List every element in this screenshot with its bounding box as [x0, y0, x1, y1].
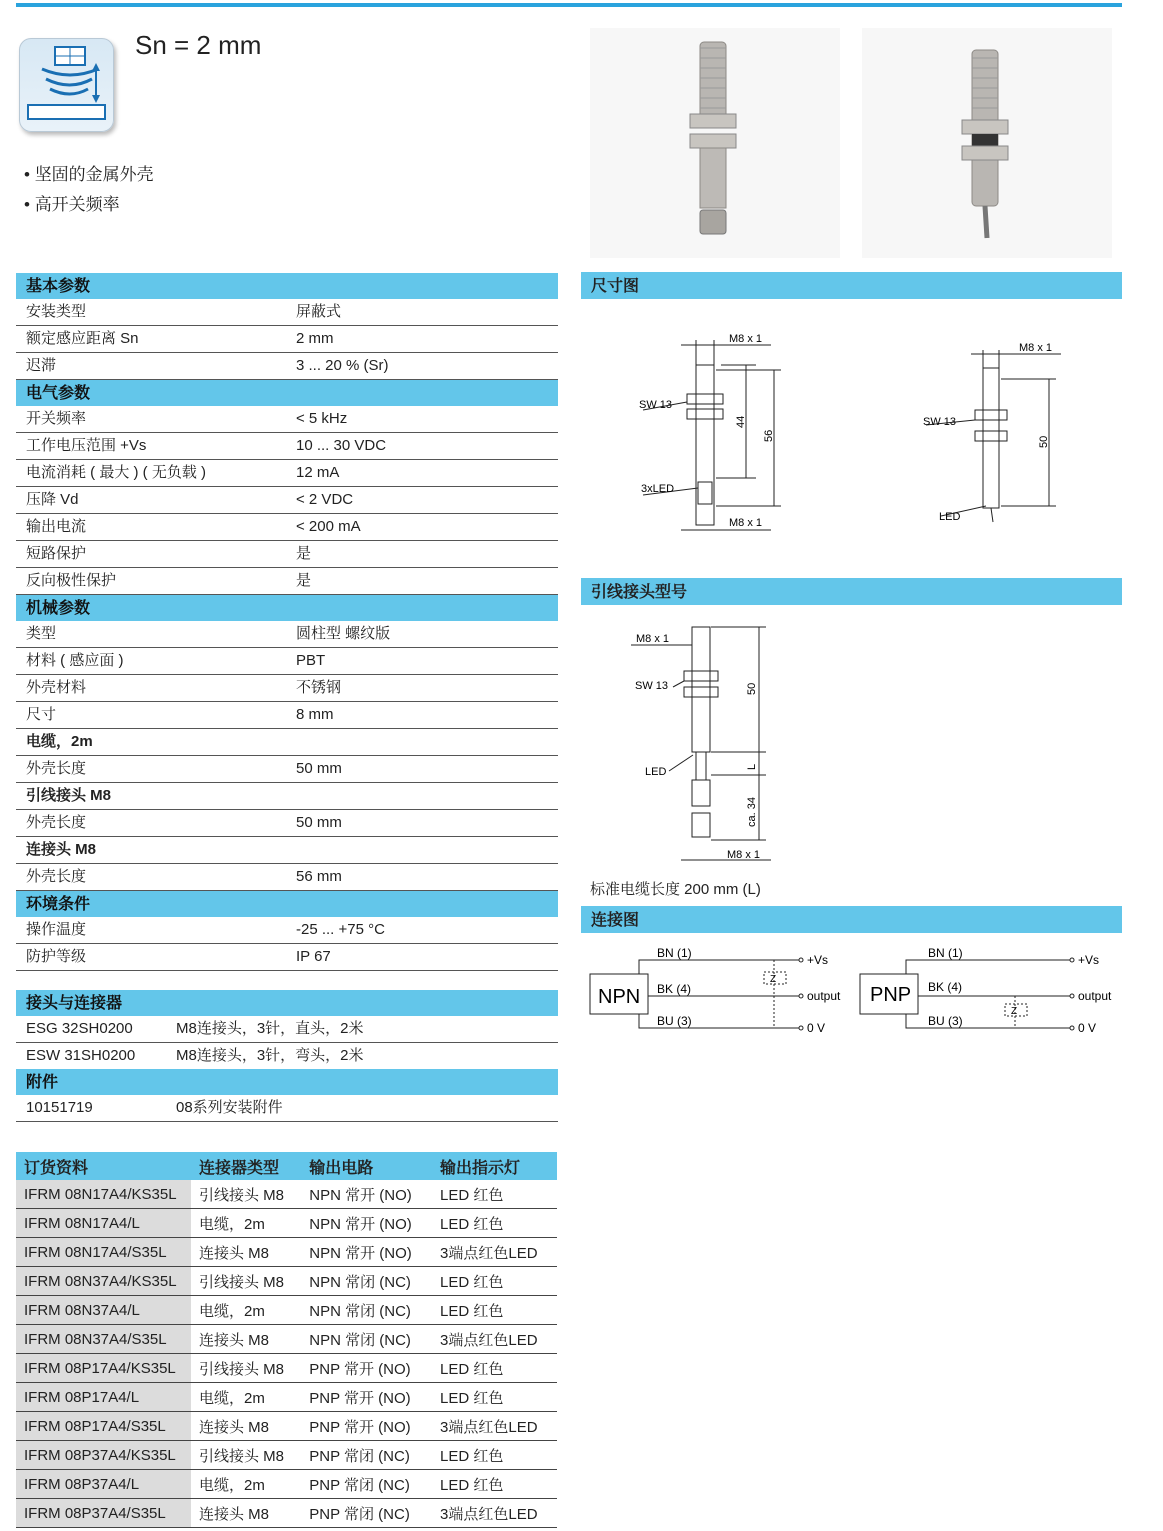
pigtail-m8-label: M8 x 1: [727, 849, 761, 861]
vs-terminal: +Vs: [807, 953, 829, 967]
spec-key: 类型: [26, 625, 57, 642]
order-led: 3端点红色LED: [432, 1412, 557, 1441]
order-row: [16, 1267, 557, 1296]
spec-value: 8 mm: [296, 706, 334, 723]
dim-56-label: 56: [763, 429, 775, 442]
spec-section-header: 电气参数: [16, 380, 558, 406]
order-code: IFRM 08N17A4/S35L: [16, 1238, 191, 1267]
spec-value: 2 mm: [296, 330, 334, 347]
order-circuit: PNP 常开 (NO): [301, 1412, 432, 1441]
order-code: IFRM 08N37A4/L: [16, 1296, 191, 1325]
spec-row: [16, 460, 558, 487]
order-code: IFRM 08P17A4/S35L: [16, 1412, 191, 1441]
accessories-header: 附件: [16, 1069, 558, 1095]
accessories-table: [16, 1069, 558, 1122]
spec-key: 反向极性保护: [26, 572, 117, 589]
spec-value: 3 ... 20 % (Sr): [296, 357, 389, 374]
dim-m8-label: M8 x 1: [1019, 342, 1053, 354]
spec-row: [16, 433, 558, 460]
order-column-header: 输出指示灯: [432, 1152, 557, 1180]
connector-desc: M8连接头，3针，直头，2米: [176, 1020, 364, 1037]
pigtail-ca34-label: ca. 34: [746, 797, 758, 827]
spec-row: [16, 541, 558, 568]
spec-value: 50 mm: [296, 760, 342, 777]
order-code: IFRM 08P37A4/S35L: [16, 1499, 191, 1528]
order-connector: 连接头 M8: [191, 1412, 301, 1441]
wire-bn: BN (1): [928, 946, 963, 960]
spec-row: [16, 568, 558, 595]
feature-item: • 高开关频率: [24, 190, 154, 220]
accessory-code: 10151719: [26, 1099, 93, 1116]
spec-value: IP 67: [296, 948, 331, 965]
feature-list: [24, 160, 154, 220]
order-column-header: 连接器类型: [191, 1152, 301, 1180]
spec-value: -25 ... +75 °C: [296, 921, 385, 938]
pigtail-50-label: 50: [746, 682, 758, 695]
wire-bk: BK (4): [657, 982, 692, 996]
pigtail-header: 引线接头型号: [581, 578, 1122, 605]
order-connector: 引线接头 M8: [191, 1354, 301, 1383]
spec-key: 开关频率: [26, 410, 87, 427]
spec-key: 电缆，2m: [26, 733, 93, 750]
pnp-label: PNP: [870, 984, 912, 1006]
feature-item: • 坚固的金属外壳: [24, 160, 154, 190]
order-code: IFRM 08P37A4/L: [16, 1470, 191, 1499]
order-row: [16, 1412, 557, 1441]
accessory-desc: 08系列安装附件: [176, 1099, 283, 1116]
order-circuit: NPN 常闭 (NC): [301, 1267, 432, 1296]
dim-led-label: 3xLED: [641, 483, 675, 495]
order-row: [16, 1441, 557, 1470]
order-row: [16, 1180, 557, 1209]
dim-m8-label: M8 x 1: [729, 517, 763, 529]
order-connector: 引线接头 M8: [191, 1180, 301, 1209]
dim-sw-label: SW 13: [923, 416, 957, 428]
spec-key: 连接头 M8: [26, 841, 97, 858]
pigtail-m8-label: M8 x 1: [636, 633, 670, 645]
spec-row: [16, 944, 558, 971]
connectors-table: [16, 990, 558, 1070]
pigtail-l-label: L: [746, 763, 758, 770]
spec-value: 50 mm: [296, 814, 342, 831]
wiring-diagrams: [581, 940, 1122, 1040]
sensing-distance-icon: [19, 38, 114, 132]
zero-terminal: 0 V: [1078, 1021, 1097, 1035]
dim-50-label: 50: [1038, 435, 1050, 448]
spec-value: 12 mA: [296, 464, 340, 481]
order-circuit: PNP 常开 (NO): [301, 1354, 432, 1383]
order-connector: 连接头 M8: [191, 1325, 301, 1354]
spec-row: [16, 675, 558, 702]
spec-row: [16, 756, 558, 783]
pigtail-sw-label: SW 13: [635, 680, 669, 692]
order-led: LED 红色: [432, 1267, 557, 1296]
dimensions-header: 尺寸图: [581, 272, 1122, 299]
wire-bk: BK (4): [928, 980, 963, 994]
order-circuit: PNP 常开 (NO): [301, 1383, 432, 1412]
spec-subheader-row: [16, 729, 558, 756]
spec-value: < 5 kHz: [296, 410, 348, 427]
spec-key: 额定感应距离 Sn: [26, 330, 139, 347]
spec-key: 安装类型: [26, 303, 87, 320]
spec-key: 外壳材料: [26, 679, 87, 696]
spec-value: 10 ... 30 VDC: [296, 437, 387, 454]
order-code: IFRM 08N17A4/L: [16, 1209, 191, 1238]
spec-row: [16, 864, 558, 891]
order-code: IFRM 08P17A4/L: [16, 1383, 191, 1412]
load-z: Z: [1011, 1006, 1018, 1017]
zero-terminal: 0 V: [807, 1021, 826, 1035]
pigtail-led-label: LED: [645, 766, 667, 778]
npn-label: NPN: [598, 986, 641, 1008]
output-terminal: output: [807, 989, 841, 1003]
order-connector: 连接头 M8: [191, 1499, 301, 1528]
order-led: LED 红色: [432, 1180, 557, 1209]
order-circuit: PNP 常闭 (NC): [301, 1470, 432, 1499]
spec-value: 56 mm: [296, 868, 342, 885]
wire-bu: BU (3): [928, 1014, 963, 1028]
order-row: [16, 1238, 557, 1267]
sensing-distance-title: Sn = 2 mm: [135, 30, 262, 60]
order-connector: 引线接头 M8: [191, 1441, 301, 1470]
order-circuit: NPN 常开 (NO): [301, 1180, 432, 1209]
vs-terminal: +Vs: [1078, 953, 1100, 967]
order-row: [16, 1209, 557, 1238]
spec-value: 圆柱型 螺纹版: [296, 625, 391, 642]
order-row: [16, 1470, 557, 1499]
top-rule: [16, 3, 1122, 7]
order-led: LED 红色: [432, 1441, 557, 1470]
spec-section-header: 基本参数: [16, 273, 558, 299]
order-connector: 电缆，2m: [191, 1209, 301, 1238]
order-led: LED 红色: [432, 1209, 557, 1238]
order-row: [16, 1383, 557, 1412]
dim-led-label: LED: [939, 511, 961, 523]
order-led: LED 红色: [432, 1354, 557, 1383]
connector-code: ESG 32SH0200: [26, 1020, 133, 1037]
order-code: IFRM 08N37A4/KS35L: [16, 1267, 191, 1296]
spec-key: 外壳长度: [26, 868, 87, 885]
wiring-header: 连接图: [581, 906, 1122, 933]
order-code: IFRM 08N17A4/KS35L: [16, 1180, 191, 1209]
spec-row: [16, 648, 558, 675]
spec-key: 输出电流: [26, 518, 87, 535]
spec-row: [16, 326, 558, 353]
order-connector: 电缆，2m: [191, 1383, 301, 1412]
order-column-header: 输出电路: [301, 1152, 432, 1180]
order-connector: 引线接头 M8: [191, 1267, 301, 1296]
spec-key: 外壳长度: [26, 814, 87, 831]
spec-row: [16, 810, 558, 837]
spec-value: 不锈钢: [296, 679, 342, 696]
spec-subheader-row: [16, 837, 558, 864]
connector-row: [16, 1043, 558, 1070]
order-circuit: NPN 常开 (NO): [301, 1209, 432, 1238]
spec-key: 材料 ( 感应面 ): [26, 652, 124, 669]
spec-key: 外壳长度: [26, 760, 87, 777]
order-led: 3端点红色LED: [432, 1499, 557, 1528]
sensor-photo-cable: [862, 28, 1112, 258]
spec-key: 工作电压范围 +Vs: [26, 437, 147, 454]
accessory-row: [16, 1095, 558, 1122]
spec-section-header: 机械参数: [16, 595, 558, 621]
spec-row: [16, 406, 558, 433]
order-row: [16, 1325, 557, 1354]
order-row: [16, 1499, 557, 1528]
order-circuit: PNP 常闭 (NC): [301, 1441, 432, 1470]
spec-row: [16, 299, 558, 326]
spec-key: 压降 Vd: [26, 491, 79, 508]
order-circuit: PNP 常闭 (NC): [301, 1499, 432, 1528]
order-led: 3端点红色LED: [432, 1238, 557, 1267]
spec-key: 电流消耗 ( 最大 ) ( 无负载 ): [26, 464, 206, 481]
order-led: LED 红色: [432, 1383, 557, 1412]
wire-bn: BN (1): [657, 946, 692, 960]
dim-m8-label: M8 x 1: [729, 333, 763, 345]
dim-sw-label: SW 13: [639, 399, 673, 411]
spec-row: [16, 621, 558, 648]
order-circuit: NPN 常开 (NO): [301, 1238, 432, 1267]
dim-44-label: 44: [735, 415, 747, 428]
order-led: LED 红色: [432, 1296, 557, 1325]
spec-value: PBT: [296, 652, 326, 669]
order-column-header: 订货资料: [16, 1152, 191, 1180]
spec-section-header: 环境条件: [16, 891, 558, 917]
order-connector: 电缆，2m: [191, 1296, 301, 1325]
connector-row: [16, 1016, 558, 1043]
order-led: 3端点红色LED: [432, 1325, 557, 1354]
order-circuit: NPN 常闭 (NC): [301, 1325, 432, 1354]
order-connector: 电缆，2m: [191, 1470, 301, 1499]
spec-key: 迟滞: [26, 357, 57, 374]
spec-row: [16, 702, 558, 729]
order-circuit: NPN 常闭 (NC): [301, 1296, 432, 1325]
sensor-photo-connector: [590, 28, 840, 258]
connectors-header: 接头与连接器: [16, 990, 558, 1016]
order-led: LED 红色: [432, 1470, 557, 1499]
order-code: IFRM 08P17A4/KS35L: [16, 1354, 191, 1383]
spec-key: 短路保护: [26, 545, 87, 562]
connector-code: ESW 31SH0200: [26, 1047, 136, 1064]
spec-value: 是: [296, 572, 312, 589]
order-code: IFRM 08N37A4/S35L: [16, 1325, 191, 1354]
order-code: IFRM 08P37A4/KS35L: [16, 1441, 191, 1470]
order-header-row: [16, 1152, 557, 1180]
spec-row: [16, 487, 558, 514]
connector-desc: M8连接头，3针，弯头，2米: [176, 1047, 364, 1064]
order-row: [16, 1354, 557, 1383]
spec-key: 防护等级: [26, 948, 87, 965]
spec-value: < 200 mA: [296, 518, 361, 535]
order-connector: 连接头 M8: [191, 1238, 301, 1267]
spec-value: < 2 VDC: [296, 491, 354, 508]
load-z: Z: [770, 974, 777, 985]
spec-value: 屏蔽式: [296, 303, 342, 320]
order-table: [16, 1152, 557, 1528]
wire-bu: BU (3): [657, 1014, 692, 1028]
spec-key: 尺寸: [26, 706, 57, 723]
spec-key: 操作温度: [26, 921, 87, 938]
spec-value: 是: [296, 545, 312, 562]
spec-subheader-row: [16, 783, 558, 810]
spec-row: [16, 353, 558, 380]
output-terminal: output: [1078, 989, 1112, 1003]
spec-row: [16, 917, 558, 944]
spec-key: 引线接头 M8: [26, 787, 112, 804]
pigtail-drawing: [581, 615, 841, 870]
dimension-drawings: [581, 310, 1122, 540]
spec-table: [16, 273, 558, 971]
order-row: [16, 1296, 557, 1325]
cable-length-caption: 标准电缆长度 200 mm (L): [590, 881, 761, 898]
spec-row: [16, 514, 558, 541]
